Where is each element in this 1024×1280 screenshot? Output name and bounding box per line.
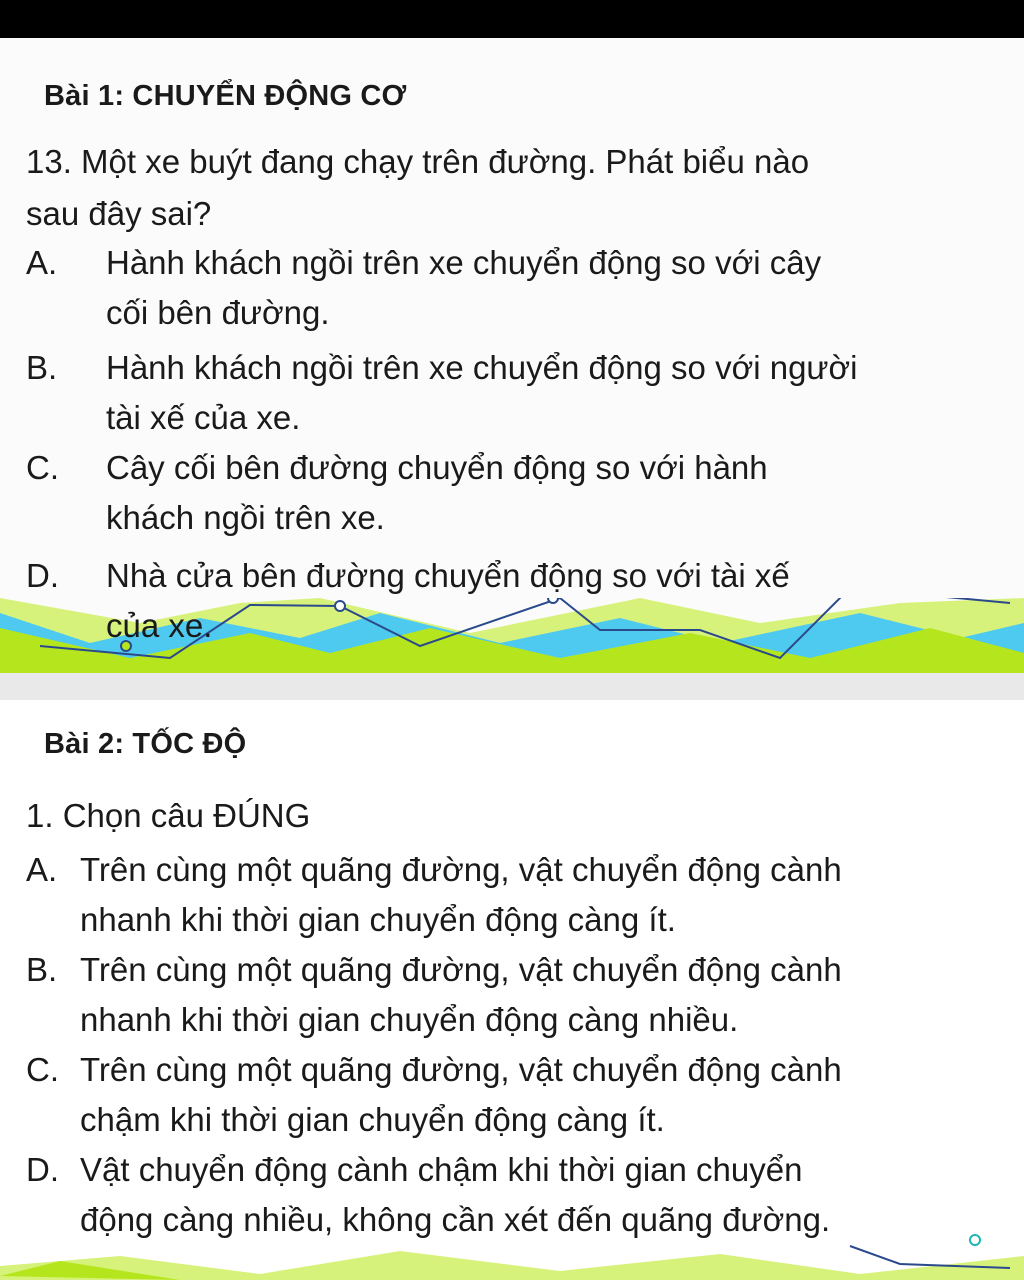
wave-light-lime	[0, 1251, 1024, 1280]
option-letter: A.	[26, 851, 58, 888]
question-13-line-1: 13. Một xe buýt đang chạy trên đường. Phát biểu nào	[26, 143, 810, 180]
line-node	[970, 1235, 980, 1245]
option-text	[106, 443, 1006, 543]
option-text-line: Hành khách ngồi trên xe chuyển động so với người	[106, 349, 858, 386]
option-text-line: động càng nhiều, không cần xét đến quãng đường.	[80, 1201, 831, 1238]
option-text	[106, 343, 1006, 443]
option-letter: C.	[26, 449, 59, 486]
option-text	[106, 551, 1006, 651]
question-13-line-2: sau đây sai?	[26, 195, 212, 232]
section-2-card	[0, 700, 1024, 1280]
option-text	[80, 845, 1000, 945]
question-13	[26, 136, 986, 240]
section-2-title: Bài 2: TỐC ĐỘ	[44, 728, 247, 760]
option-letter: D.	[26, 557, 59, 594]
option-text-line: khách ngồi trên xe.	[106, 499, 385, 536]
option-text-line: Vật chuyển động cành chậm khi thời gian chuyển	[80, 1151, 803, 1188]
section-1-card	[0, 38, 1024, 673]
section-1-title: Bài 1: CHUYỂN ĐỘNG CƠ	[44, 80, 407, 112]
top-status-bar	[0, 0, 1024, 38]
option-text-line: Nhà cửa bên đường chuyển động so với tài xế	[106, 557, 790, 594]
option-text	[80, 945, 1000, 1045]
option-letter: B.	[26, 951, 58, 988]
option-letter: B.	[26, 349, 58, 386]
option-text	[80, 1045, 1000, 1145]
option-text-line: nhanh khi thời gian chuyển động càng ít.	[80, 901, 676, 938]
option-letter: D.	[26, 1151, 59, 1188]
option-letter: A.	[26, 244, 58, 281]
option-b[interactable]	[26, 945, 1001, 1045]
option-c[interactable]	[26, 1045, 1001, 1145]
option-text-line: nhanh khi thời gian chuyển động càng nhiều.	[80, 1001, 739, 1038]
option-text-line: Trên cùng một quãng đường, vật chuyển động cành	[80, 1051, 842, 1088]
bottom-decorative-wave	[0, 1226, 1024, 1280]
section-divider	[0, 673, 1024, 700]
option-a[interactable]	[26, 238, 1001, 338]
option-letter: C.	[26, 1051, 59, 1088]
option-text-line: tài xế của xe.	[106, 399, 301, 436]
option-a[interactable]	[26, 845, 1001, 945]
option-b[interactable]	[26, 343, 1001, 443]
option-text	[106, 238, 1006, 338]
option-text-line: cối bên đường.	[106, 294, 330, 331]
option-d[interactable]	[26, 551, 1001, 651]
option-text-line: Hành khách ngồi trên xe chuyển động so với cây	[106, 244, 822, 281]
option-c[interactable]	[26, 443, 1001, 543]
question-1: 1. Chọn câu ĐÚNG	[26, 797, 311, 834]
option-text-line: Cây cối bên đường chuyển động so với hành	[106, 449, 768, 486]
option-text-line: Trên cùng một quãng đường, vật chuyển động cành	[80, 851, 842, 888]
option-text-line: chậm khi thời gian chuyển động càng ít.	[80, 1101, 665, 1138]
option-text-line: Trên cùng một quãng đường, vật chuyển động cành	[80, 951, 842, 988]
option-text-line: của xe.	[106, 607, 213, 644]
